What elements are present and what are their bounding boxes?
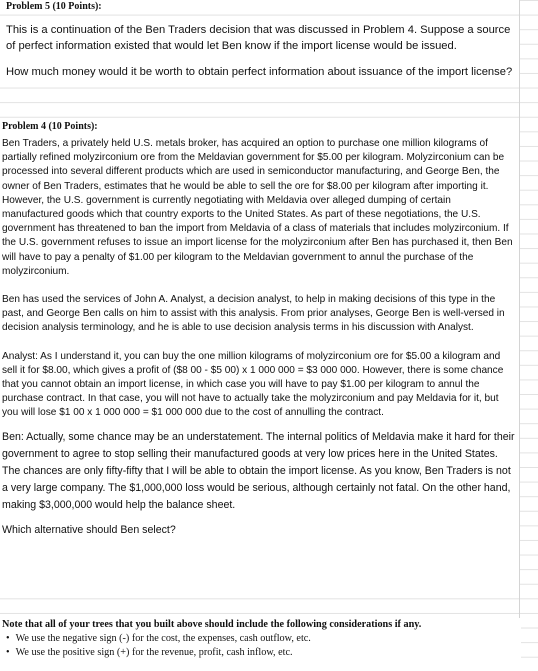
problem5-heading-row	[0, 0, 519, 14]
notes-heading: Note that all of your trees that you built above should include the following considerations if any.	[2, 619, 422, 630]
analyst-background-paragraph: Ben has used the services of John A. Analyst, a decision analyst, to help in making decisions of this type in the past, and George Ben calls on him to assist with this analysis. From prior analyses, George Ben is well-versed in decision analysis terminology, and he is able to use decision analysis terms in his discussion with Analyst.	[2, 294, 505, 334]
problem4-heading: Problem 4 (10 Points):	[2, 121, 98, 132]
ben-dialogue: Ben: Actually, some chance may be an understatement. The internal politics of Meldavia make it hard for their government to agree to stop selling their manufactured goods at very low prices here in the United States. The chances are only fifty-fifty that I will be able to obtain the import license. As you know, Ben Traders is not a very large company. The $1,000,000 loss would be serious, although certainly not fatal. On the other hand, making $3,000,000 would help the balance sheet.	[2, 430, 515, 511]
notes-list	[2, 632, 521, 660]
problem4-question: Which alternative should Ben select?	[2, 523, 176, 536]
problem4-heading-row	[0, 118, 519, 134]
note-item: • We use the positive sign (+) for the revenue, profit, cash inflow, etc.	[6, 646, 521, 660]
notes-section	[0, 618, 521, 671]
analyst-dialogue: Analyst: As I understand it, you can buy the one million kilograms of molyzirconium ore for $5.00 a kilogram and sell it for $8.00, which gives a profit of ($8 00 - $5 00) x 1 000 000 = $3 000 000. However, there is some chance that you cannot obtain an import license, in which case you will have to pay $1.00 per kilogram to annul the purchase contract. In that case, you will not have to actually take the molyzirconium and pay Meldavia for it, but you will lose $1 00 x 1 000 000 = $1 000 000 due to the cost of annulling the contract.	[2, 350, 504, 419]
note-item: • We use the negative sign (-) for the cost, the expenses, cash outflow, etc.	[6, 632, 521, 646]
problem5-question: How much money would it be worth to obtain perfect information about issuance of the import license?	[6, 66, 513, 78]
problem5-heading: Problem 5 (10 Points):	[6, 1, 102, 12]
problem5-body	[0, 18, 519, 83]
scenario-paragraph: Ben Traders, a privately held U.S. metals broker, has acquired an option to purchase one million kilograms of partially refined molyzirconium ore from the Meldavian government for $5.00 per kilogram. Molyzirconium can be processed into several different products which are used in semiconductor manufacturing, and George Ben, the owner of Ben Traders, estimates that he would be able to sell the ore for $8.00 per kilogram after importing it. However, the U.S. government is currently negotiating with Meldavia over alleged dumping of certain manufactured goods which that country exports to the United States. As part of these negotiations, the U.S. government has threatened to ban the import from Meldavia of a class of materials that includes molyzirconium. If the U.S. government refuses to issue an import license for the molyzirconium after Ben has purchased it, then Ben will have to pay a penalty of $1.00 per kilogram to the Meldavian government to annul the purchase of the molyzirconium.	[2, 138, 513, 277]
problem4-body	[0, 137, 519, 597]
problem5-text: This is a continuation of the Ben Traders decision that was discussed in Problem 4. Suppose a source of perfect information existed that would let Ben know if the import license would be issued.	[6, 24, 511, 52]
